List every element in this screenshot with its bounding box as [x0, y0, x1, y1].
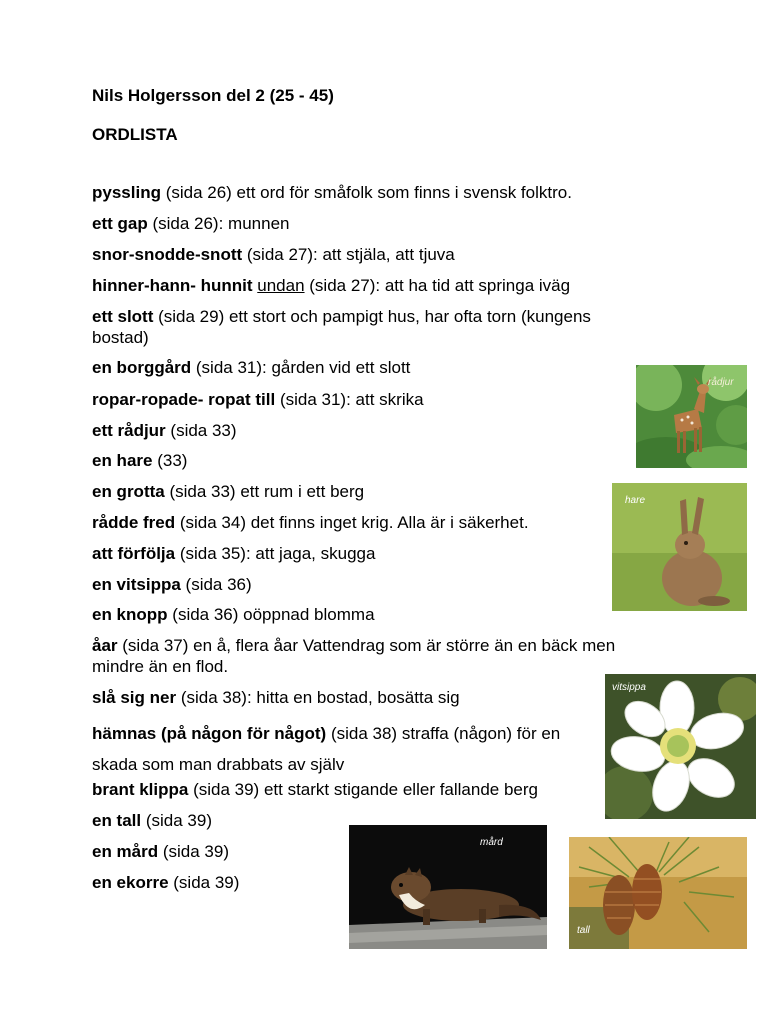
- entry-definition: (sida 39): [168, 873, 240, 892]
- marten-photo: [349, 825, 547, 949]
- glossary-entry: [92, 357, 632, 378]
- entry-term: slå sig ner: [92, 688, 177, 707]
- entry-definition: (sida 31): att skrika: [275, 390, 424, 409]
- hare-photo: [612, 483, 747, 611]
- glossary-entry: [92, 275, 652, 296]
- glossary-entry: [92, 687, 597, 708]
- entry-definition: (sida 38): hitta en bostad, bosätta sig: [176, 688, 460, 707]
- pine-photo: [569, 837, 747, 949]
- pine-illustration: [569, 837, 747, 949]
- glossary-entry: [92, 306, 632, 348]
- entry-term: ett gap: [92, 214, 148, 233]
- entry-definition: (33): [152, 451, 188, 470]
- entry-term: en vitsippa: [92, 575, 181, 594]
- entry-definition: (sida 31): gården vid ett slott: [191, 358, 411, 377]
- entry-definition: (sida 36): [180, 575, 252, 594]
- entry-term: att förfölja: [92, 544, 176, 563]
- deer-photo: [636, 365, 747, 468]
- glossary-entry: [92, 481, 602, 502]
- entry-definition: (sida 39): [141, 811, 212, 830]
- entry-term: hinner-hann- hunnit: [92, 276, 253, 295]
- entry-definition: (sida 27): att ha tid att springa iväg: [304, 276, 571, 295]
- glossary-entry: [92, 810, 337, 831]
- marten-illustration: [349, 825, 547, 949]
- entry-term: hämnas (på någon för något): [92, 724, 327, 743]
- entry-definition: (sida 29) ett stort och pampigt hus, har ofta torn (kungens bostad): [92, 307, 591, 347]
- entry-definition: (sida 33) ett rum i ett berg: [164, 482, 365, 501]
- entry-term: en hare: [92, 451, 153, 470]
- glossary-entry: [92, 543, 607, 564]
- entry-definition: (sida 27): att stjäla, att tjuva: [242, 245, 455, 264]
- entry-definition: (sida 34) det finns inget krig. Alla är i säkerhet.: [175, 513, 529, 532]
- glossary-entry: [92, 779, 597, 800]
- glossary-entry: [92, 574, 607, 595]
- glossary-entry: [92, 244, 652, 265]
- entry-term: ropar-ropade- ropat till: [92, 390, 276, 409]
- entry-term: en grotta: [92, 482, 165, 501]
- document-title: Nils Holgersson del 2 (25 - 45): [92, 86, 334, 105]
- glossary-entry: [92, 872, 337, 893]
- photo-label: tall: [577, 925, 590, 936]
- entry-term: åar: [92, 636, 118, 655]
- glossary-entry: [92, 841, 337, 862]
- entry-definition: (sida 37) en å, flera åar Vattendrag som är större än en bäck men mindre än en flod.: [92, 636, 616, 676]
- entry-term: ett rådjur: [92, 421, 166, 440]
- entry-definition: (sida 35): att jaga, skugga: [175, 544, 376, 563]
- entry-definition: (sida 38) straffa (någon) för en skada som man drabbats av själv: [92, 724, 561, 774]
- entry-definition: (sida 26): munnen: [147, 214, 290, 233]
- photo-label: hare: [625, 495, 646, 506]
- anemone-photo: [605, 674, 756, 819]
- entry-definition: (sida 39): [158, 842, 230, 861]
- entry-term: en mård: [92, 842, 159, 861]
- entry-term: en ekorre: [92, 873, 169, 892]
- photo-label: vitsippa: [612, 682, 646, 693]
- entry-term: ett slott: [92, 307, 154, 326]
- entry-term: snor-snodde-snott: [92, 245, 243, 264]
- glossary-entry: [92, 604, 607, 625]
- entry-definition: (sida 26) ett ord för småfolk som finns i svensk folktro.: [160, 183, 572, 202]
- glossary-entry: [92, 450, 592, 471]
- entry-term: en tall: [92, 811, 142, 830]
- glossary-entry: [92, 512, 607, 533]
- photo-label: rådjur: [708, 377, 734, 388]
- entry-term: brant klippa: [92, 780, 189, 799]
- glossary-entry: [92, 182, 652, 203]
- entry-definition: (sida 33): [165, 421, 237, 440]
- entry-term: en knopp: [92, 605, 168, 624]
- glossary-entry: [92, 718, 597, 780]
- entry-definition: (sida 39) ett starkt stigande eller fallande berg: [188, 780, 538, 799]
- glossary-entry: [92, 389, 632, 410]
- glossary-entry: [92, 635, 662, 677]
- entry-term: en borggård: [92, 358, 192, 377]
- glossary-entry: [92, 420, 612, 441]
- entry-underlined: undan: [257, 276, 305, 295]
- entry-term: pyssling: [92, 183, 161, 202]
- glossary-entry: [92, 213, 652, 234]
- anemone-illustration: [605, 674, 756, 819]
- entry-definition: (sida 36) oöppnad blomma: [167, 605, 375, 624]
- photo-label: mård: [480, 837, 503, 848]
- entry-term: rådde fred: [92, 513, 176, 532]
- document-subtitle: ORDLISTA: [92, 125, 178, 144]
